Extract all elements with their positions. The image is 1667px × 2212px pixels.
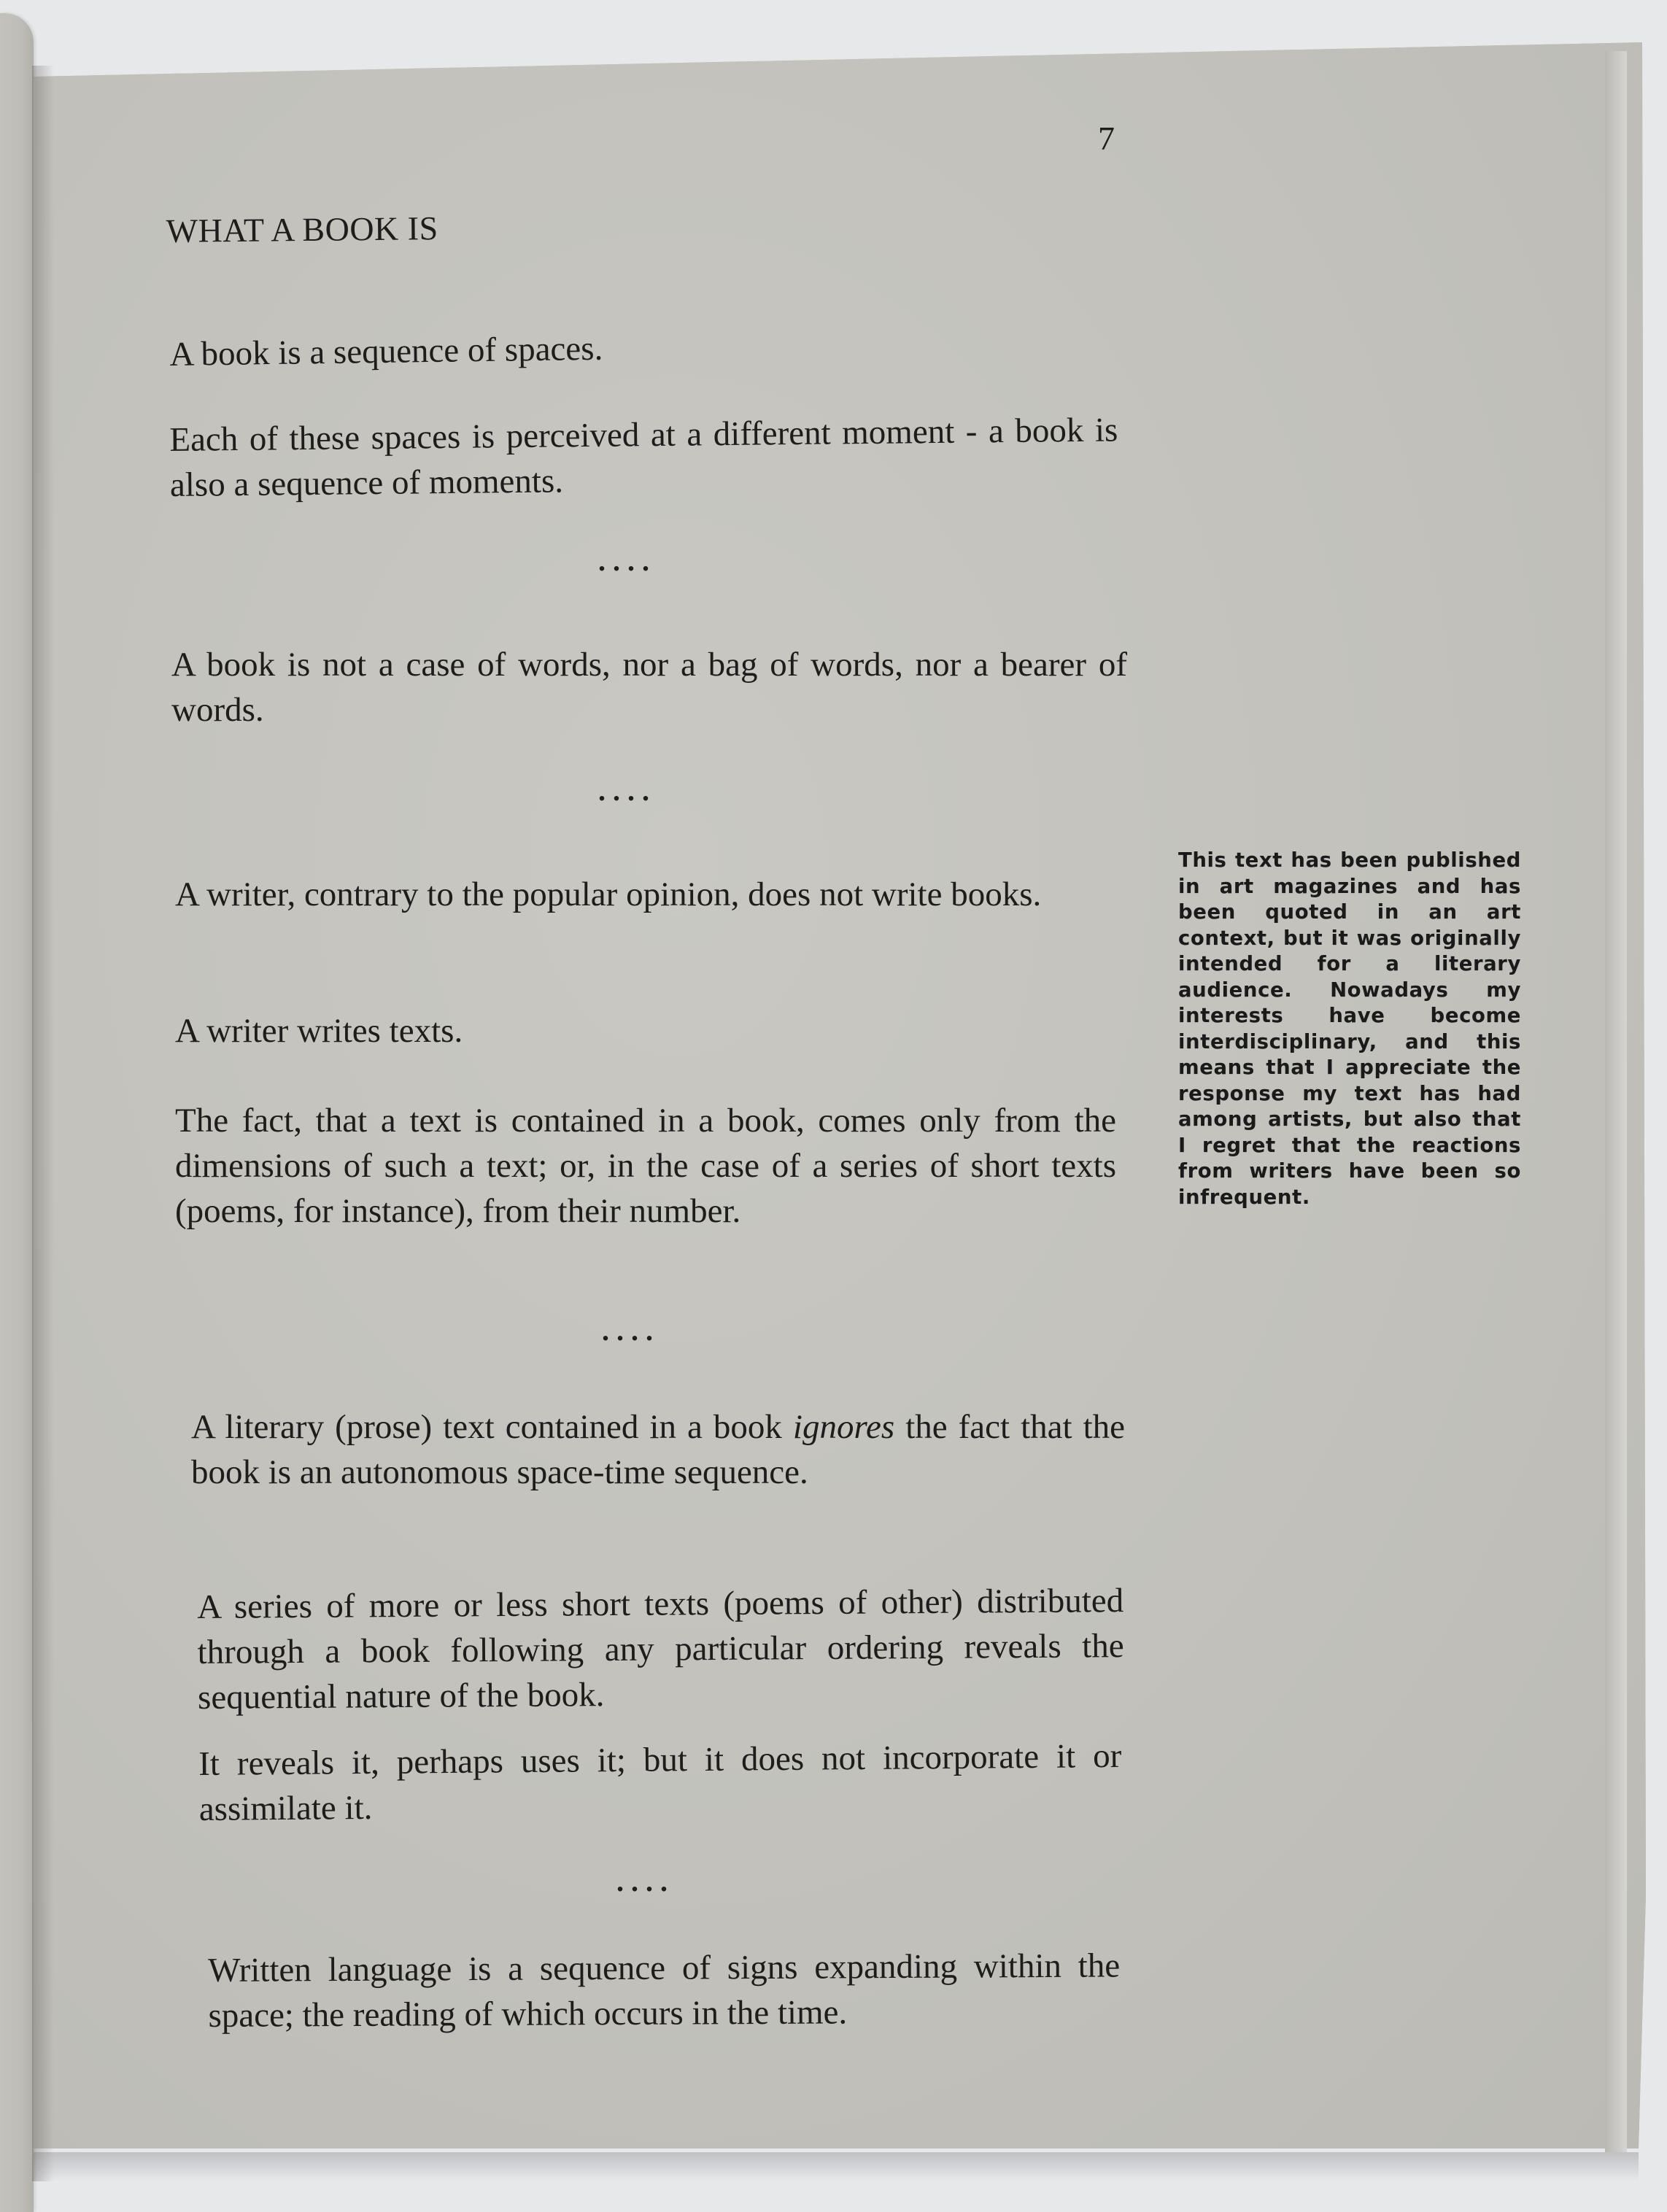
page-number: 7 <box>1098 120 1115 157</box>
paragraph: The fact, that a text is contained in a book, comes only from the dimensions of such a text; or, in the case of a series of short texts (poems, for instance), from their number. <box>175 1102 1116 1230</box>
paragraph-text: A literary (prose) text contained in a book <box>191 1408 793 1446</box>
paragraph: It reveals it, perhaps uses it; but it does not incorporate it or assimilate it. <box>198 1736 1122 1828</box>
paragraph: A book is a sequence of spaces. <box>169 329 603 374</box>
emphasis-text: ignores <box>792 1408 895 1446</box>
paragraph: A writer, contrary to the popular opinion, does not write books. <box>175 875 1042 913</box>
section-separator: .... <box>598 774 657 807</box>
margin-note: This text has been published in art magazines and has been quoted in an art context, but it was originally intended for a literary audience. Nowadays my interests have become interdisciplinary, and this means that I appreciate the response my text has had among artists, but also that I regret that the reactions from writers have been so infrequent. <box>1178 848 1521 1209</box>
paragraph: A book is not a case of words, nor a bag of words, nor a bearer of words. <box>171 646 1127 729</box>
paragraph: A writer writes texts. <box>175 1012 463 1050</box>
paragraph: Written language is a sequence of signs expanding within the space; the reading of which occurs in the time. <box>208 1946 1121 2035</box>
paragraph-text: the fact that the book is an autonomous space-time sequence. <box>191 1408 1125 1491</box>
paragraph-literary-text <box>191 1404 1125 1495</box>
page-title: WHAT A BOOK IS <box>166 209 438 250</box>
section-separator: .... <box>598 544 657 577</box>
paragraph: A series of more or less short texts (poems of other) distributed through a book following any particular ordering reveals the sequential nature of the book. <box>197 1582 1124 1717</box>
section-separator: .... <box>616 1865 675 1898</box>
section-separator: .... <box>602 1314 660 1347</box>
paragraph: Each of these spaces is perceived at a different moment - a book is also a sequence of moments. <box>169 411 1118 504</box>
